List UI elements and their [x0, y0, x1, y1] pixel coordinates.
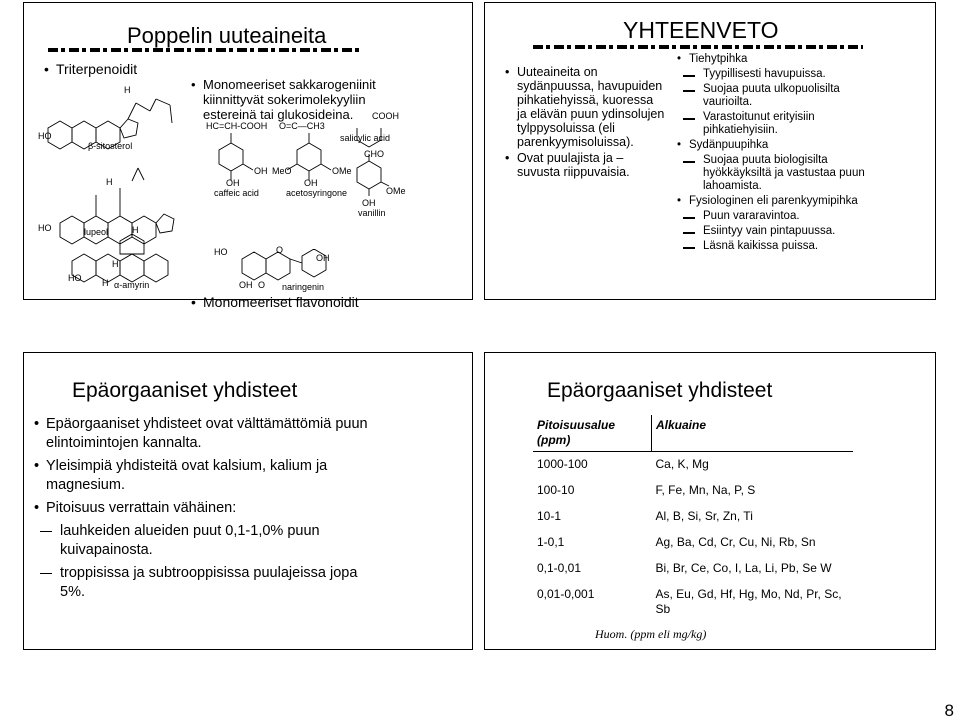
chem-ho: HO [38, 131, 52, 141]
sub-item [34, 522, 379, 560]
sub-item-text: Esiintyy vain pintapuussa. [703, 225, 836, 237]
sub-item-text: Suojaa puuta biologisilta hyökkäyksiltä ja vastustaa puun lahoamista. [703, 154, 865, 192]
slide-epaorgaaniset-text [23, 352, 473, 650]
inorganic-item [34, 499, 379, 518]
table-row [533, 558, 853, 584]
table-cell: Al, B, Si, Sr, Zn, Ti [655, 509, 753, 523]
sub-item [677, 240, 877, 253]
sub-item-text: Puun vararavintoa. [703, 210, 800, 222]
inorganic-item [34, 457, 379, 495]
inorganic-item-text: Pitoisuus verrattain vähäinen: [46, 500, 237, 516]
table-cell: Bi, Br, Ce, Co, I, La, Li, Pb, Se W [655, 561, 832, 575]
fysiologinen-label: Fysiologinen eli parenkyymipihka [689, 195, 858, 207]
sub-item-text: Läsnä kaikissa puissa. [703, 240, 819, 252]
slide3-list [34, 415, 379, 602]
tiehytpihka-label: Tiehytpihka [689, 53, 748, 65]
label-caffeic-acid: caffeic acid [214, 188, 259, 198]
chem-oh: OH [304, 178, 318, 188]
sydanpuupihka-label: Sydänpuupihka [689, 139, 769, 151]
table-cell: 1-0,1 [537, 535, 565, 549]
table-cell: 1000-100 [537, 457, 588, 471]
monomer-sakkarogeniinit-bullet [191, 77, 388, 122]
label-salicylic-acid: salicylic acid [340, 133, 391, 143]
monomer-flavonoidit-text: Monomeeriset flavonoidit [203, 294, 359, 310]
table-header-row [533, 415, 853, 452]
table-row [533, 480, 853, 506]
chem-ome: OMe [386, 186, 406, 196]
table-row [533, 506, 853, 532]
slide-epaorgaaniset-table [484, 352, 936, 650]
triterpenoid-structures [32, 83, 182, 298]
label-beta-sitosterol: β-sitosterol [88, 141, 133, 151]
slide3-title: Epäorgaaniset yhdisteet [72, 379, 298, 402]
inorganic-item-text: Yleisimpiä yhdisteitä ovat kalsium, kalium ja magnesium. [46, 458, 328, 493]
sub-item [34, 564, 379, 602]
table-cell: 100-10 [537, 483, 575, 497]
chem-ome: OMe [332, 166, 352, 176]
title-decoration [48, 48, 360, 52]
label-vanillin: vanillin [358, 208, 386, 218]
table-note: Huom. (ppm eli mg/kg) [595, 627, 707, 641]
chem-meo: MeO [272, 166, 292, 176]
slide2-left-list [505, 65, 665, 179]
table-cell: 0,1-0,01 [537, 561, 582, 575]
table-cell: 0,01-0,001 [537, 587, 595, 601]
sub-item-text: troppisissa ja subtrooppisissa puulajeissa jopa 5%. [60, 565, 358, 600]
chem-h: H [106, 177, 113, 187]
label-lupeol: lupeol [84, 227, 109, 237]
slide2-right-list [677, 53, 877, 253]
inorganic-item-text: Epäorgaaniset yhdisteet ovat välttämättömiä puun elintoimintojen kannalta. [46, 416, 368, 451]
table-row [533, 584, 853, 620]
sub-item [677, 210, 877, 223]
table-header-alkuaine: Alkuaine [652, 415, 854, 452]
sub-item-text: Tyypillisesti havupuissa. [703, 68, 826, 80]
slide1-title: Poppelin uuteaineita [127, 23, 327, 48]
aceto-chain: O=C—CH3 [279, 121, 325, 131]
sub-item [677, 225, 877, 238]
chem-cho: CHO [364, 149, 384, 159]
title-decoration [533, 45, 863, 49]
caffeic-chain: HC=CH-COOH [206, 121, 268, 131]
triterpenoidit-label: Triterpenoidit [56, 61, 138, 77]
left-item [505, 151, 665, 179]
sydanpuupihka-item [677, 139, 877, 152]
sub-item-text: lauhkeiden alueiden puut 0,1-1,0% puun kuivapainosta. [60, 523, 320, 558]
chem-ho: HO [38, 223, 52, 233]
monomer-sakkarogeniinit-text: Monomeeriset sakkarogeniinit kiinnittyvät sokerimolekyyliin estereinä tai glukosideina. [203, 77, 376, 122]
chem-h: H [102, 278, 109, 288]
chem-oh: OH [362, 198, 376, 208]
table-cell: F, Fe, Mn, Na, P, S [655, 483, 756, 497]
table-cell: Ag, Ba, Cd, Cr, Cu, Ni, Rb, Sn [655, 535, 816, 549]
chem-h: H [112, 259, 119, 269]
slide-yhteenveto [484, 2, 936, 300]
chem-oh: OH [254, 166, 268, 176]
label-naringenin: naringenin [282, 282, 325, 292]
table-cell: As, Eu, Gd, Hf, Hg, Mo, Nd, Pr, Sc, Sb [655, 587, 842, 616]
slide2-title: YHTEENVETO [623, 17, 779, 43]
left-item-text: Ovat puulajista ja –suvusta riippuvaisia. [517, 151, 630, 179]
triterpenoidit-bullet [44, 61, 492, 77]
chem-oh: OH [239, 280, 253, 290]
chem-cooh: COOH [372, 111, 399, 121]
page-number: 8 [944, 701, 954, 720]
slide-poppelin-uuteaineita [23, 2, 473, 310]
slide4-title: Epäorgaaniset yhdisteet [547, 379, 773, 402]
table-cell: 10-1 [537, 509, 562, 523]
chem-o: O [258, 280, 266, 290]
chem-ho: HO [68, 273, 82, 283]
table-row [533, 452, 853, 481]
elements-table [533, 415, 853, 620]
sub-item-text: Varastoitunut erityisiin pihkatiehyisiin. [703, 111, 815, 136]
label-alpha-amyrin: α-amyrin [114, 280, 150, 290]
sub-item [677, 68, 877, 81]
table-cell: Ca, K, Mg [655, 457, 709, 471]
chem-h: H [124, 85, 131, 95]
chem-oh: OH [316, 253, 330, 263]
sub-item [677, 83, 877, 109]
left-item-text: Uuteaineita on sydänpuussa, havupuiden pihkatiehyissä, kuoressa ja elävän puun ydinsolujen tylppysoluissa (eli parenkyymisoluissa). [517, 65, 665, 149]
chem-ho: HO [214, 247, 228, 257]
fysiologinen-item [677, 195, 877, 208]
label-acetosyringone: acetosyringone [286, 188, 348, 198]
inorganic-item [34, 415, 379, 453]
chem-oh: OH [226, 178, 240, 188]
chem-o: O [276, 245, 284, 255]
table-row [533, 532, 853, 558]
tiehytpihka-item [677, 53, 877, 66]
table-header-pitoisuusalue: Pitoisuusalue (ppm) [537, 418, 616, 447]
sub-item [677, 111, 877, 137]
left-item [505, 65, 665, 149]
sub-item [677, 154, 877, 193]
chem-h: H [132, 225, 139, 235]
sub-item-text: Suojaa puuta ulkopuolisilta vaurioilta. [703, 83, 840, 108]
